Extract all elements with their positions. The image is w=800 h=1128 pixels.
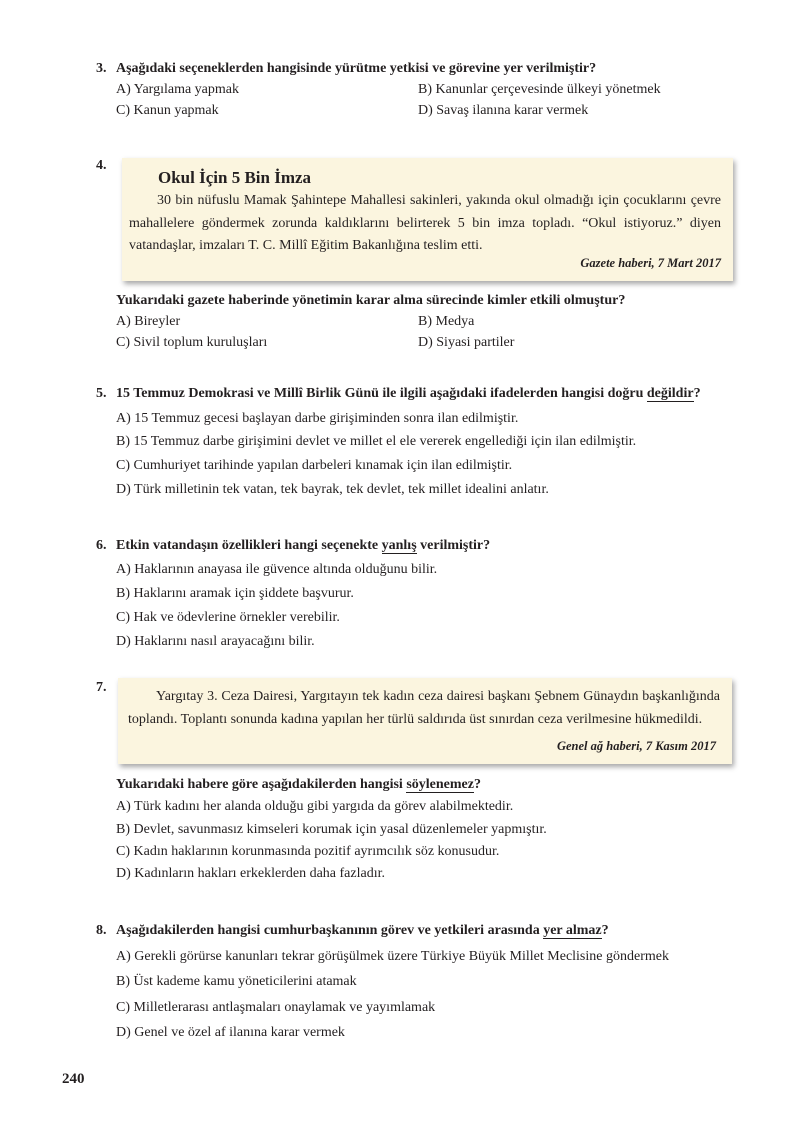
question-5-stem: 15 Temmuz Demokrasi ve Millî Birlik Günü ile ilgili aşağıdaki ifadelerden hangisi doğru değildir? <box>116 386 701 401</box>
news-box-1-source: Gazete haberi, 7 Mart 2017 <box>580 256 721 270</box>
question-3-option-a: A) Yargılama yapmak <box>116 82 239 97</box>
question-4-option-b: B) Medya <box>418 314 475 329</box>
news-box-1-text: 30 bin nüfuslu Mamak Şahintepe Mahallesi sakinleri, yakında okul olmadığı için çocuklarını çevre mahallelere göndermek zorunda kaldıklarını belirterek 5 bin imza topladı. “Okul istiyoruz.” diyen vatandaşlar, imzaları T. C. Millî Eğitim Bakanlığına teslim etti. <box>129 193 721 253</box>
question-4-option-d: D) Siyasi partiler <box>418 335 515 350</box>
question-7-emphasis: söylenemez <box>406 777 474 792</box>
news-box-2-text: Yargıtay 3. Ceza Dairesi, Yargıtayın tek kadın ceza dairesi başkanı Şebnem Günaydın başkanlığında toplandı. Toplantı sonunda kadına yapılan her türlü saldırıda üst sınırdan ceza verilmesine hükmedildi. <box>128 689 720 727</box>
news-box-2 <box>118 678 732 764</box>
question-7-option-a: A) Türk kadını her alanda olduğu gibi yargıda da görev alabilmektedir. <box>116 799 514 814</box>
news-box-1-title: Okul İçin 5 Bin İmza <box>158 168 312 187</box>
news-box-1 <box>122 158 733 281</box>
question-6-option-d: D) Haklarını nasıl arayacağını bilir. <box>116 634 315 649</box>
question-8-number: 8. <box>96 923 107 938</box>
question-7-number: 7. <box>96 680 107 695</box>
question-8-option-d: D) Genel ve özel af ilanına karar vermek <box>116 1025 345 1040</box>
question-8-option-c: C) Milletlerarası antlaşmaları onaylamak ve yayımlamak <box>116 1000 436 1015</box>
question-3-stem: Aşağıdaki seçeneklerden hangisinde yürütme yetkisi ve görevine yer verilmiştir? <box>116 61 597 76</box>
question-5-option-a: A) 15 Temmuz gecesi başlayan darbe girişiminden sonra ilan edilmiştir. <box>116 411 519 426</box>
question-3-number: 3. <box>96 61 107 76</box>
question-8-option-b: B) Üst kademe kamu yöneticilerini atamak <box>116 974 357 989</box>
question-7-option-c: C) Kadın haklarının korunmasında pozitif ayrımcılık söz konusudur. <box>116 844 500 859</box>
question-8-option-a: A) Gerekli görürse kanunları tekrar görüşülmek üzere Türkiye Büyük Millet Meclisine göndermek <box>116 949 669 964</box>
question-6-option-b: B) Haklarını aramak için şiddete başvurur. <box>116 586 354 601</box>
question-5-emphasis: değildir <box>646 386 694 401</box>
question-4-option-a: A) Bireyler <box>116 314 181 329</box>
question-5-option-d: D) Türk milletinin tek vatan, tek bayrak, tek devlet, tek millet idealini anlatır. <box>116 482 549 497</box>
question-8-stem: Aşağıdakilerden hangisi cumhurbaşkanının görev ve yetkileri arasında yer almaz? <box>116 923 609 938</box>
question-5-option-b: B) 15 Temmuz darbe girişimini devlet ve millet el ele vererek engellediği için ilan edilmiştir. <box>116 434 637 449</box>
question-6-option-c: C) Hak ve ödevlerine örnekler verebilir. <box>116 610 340 625</box>
question-4-number: 4. <box>96 158 107 173</box>
question-6-option-a: A) Haklarının anayasa ile güvence altında olduğunu bilir. <box>116 562 438 577</box>
question-6-emphasis: yanlış <box>381 538 417 553</box>
question-8-emphasis: yer almaz <box>543 923 602 938</box>
question-3-option-d: D) Savaş ilanına karar vermek <box>418 103 589 118</box>
question-7-option-b: B) Devlet, savunmasız kimseleri korumak için yasal düzenlemeler yapmıştır. <box>116 822 547 837</box>
news-box-2-source: Genel ağ haberi, 7 Kasım 2017 <box>556 739 716 753</box>
question-4-option-c: C) Sivil toplum kuruluşları <box>116 335 268 350</box>
question-7-option-d: D) Kadınların hakları erkeklerden daha fazladır. <box>116 866 385 881</box>
question-3-option-b: B) Kanunlar çerçevesinde ülkeyi yönetmek <box>418 82 661 97</box>
question-7-stem: Yukarıdaki habere göre aşağıdakilerden hangisi söylenemez? <box>116 777 481 792</box>
question-5-number: 5. <box>96 386 107 401</box>
question-6-number: 6. <box>96 538 107 553</box>
question-3-option-c: C) Kanun yapmak <box>116 103 219 118</box>
question-6-stem: Etkin vatandaşın özellikleri hangi seçenekte yanlış verilmiştir? <box>116 538 491 553</box>
question-4-stem: Yukarıdaki gazete haberinde yönetimin karar alma sürecinde kimler etkili olmuştur? <box>116 293 626 308</box>
question-5-option-c: C) Cumhuriyet tarihinde yapılan darbeleri kınamak için ilan edilmiştir. <box>116 458 513 473</box>
page-number: 240 <box>62 1071 85 1087</box>
